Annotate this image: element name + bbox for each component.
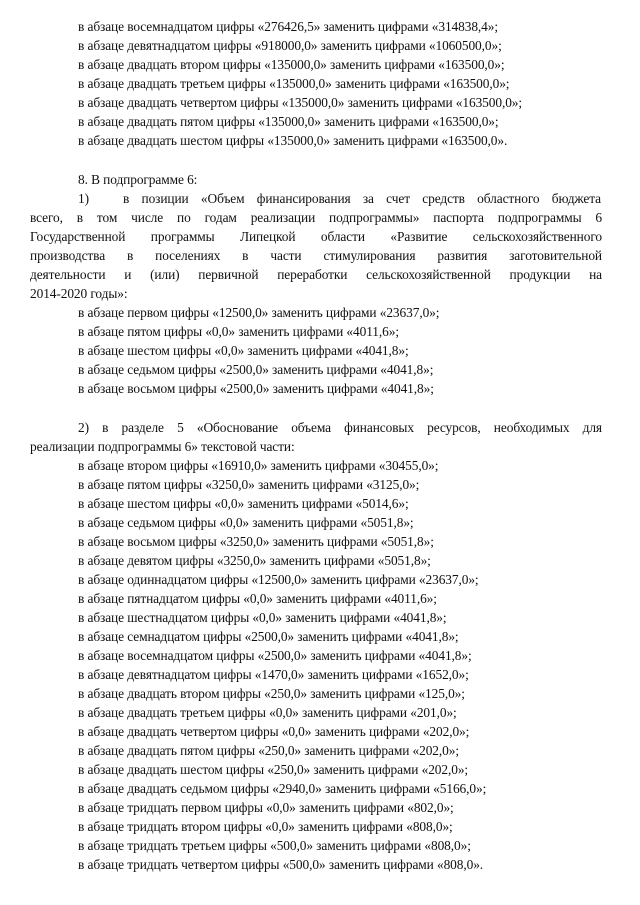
amendment-line: в абзаце двадцать втором цифры «250,0» заменить цифрами «125,0»;	[78, 686, 465, 701]
amendment-line: в абзаце одиннадцатом цифры «12500,0» заменить цифрами «23637,0»;	[78, 572, 479, 587]
amendment-line: в абзаце тридцать первом цифры «0,0» заменить цифрами «802,0»;	[78, 800, 454, 815]
amendment-line: в абзаце шестнадцатом цифры «0,0» заменить цифрами «4041,8»;	[78, 610, 447, 625]
paragraph-line: Государственной программы Липецкой области «Развитие сельскохозяйственного	[30, 229, 602, 244]
amendment-line: в абзаце восьмом цифры «2500,0» заменить цифрами «4041,8»;	[78, 381, 434, 396]
paragraph-line: 2014-2020 годы»:	[30, 286, 128, 301]
amendment-line: в абзаце восемнадцатом цифры «276426,5» заменить цифрами «314838,4»;	[78, 19, 498, 34]
item1-first-line	[78, 190, 602, 208]
section-heading: 8. В подпрограмме 6:	[78, 172, 198, 187]
amendment-line: в абзаце двадцать шестом цифры «250,0» заменить цифрами «202,0»;	[78, 762, 469, 777]
item-number: 1)	[78, 191, 89, 206]
amendment-line: в абзаце девятнадцатом цифры «1470,0» заменить цифрами «1652,0»;	[78, 667, 469, 682]
amendment-line: в абзаце девятом цифры «3250,0» заменить цифрами «5051,8»;	[78, 553, 431, 568]
amendment-line: в абзаце двадцать четвертом цифры «135000,0» заменить цифрами «163500,0»;	[78, 95, 523, 110]
amendment-line: в абзаце двадцать третьем цифры «135000,0» заменить цифрами «163500,0»;	[78, 76, 510, 91]
amendment-line: в абзаце двадцать пятом цифры «135000,0» заменить цифрами «163500,0»;	[78, 114, 499, 129]
amendment-line: в абзаце тридцать втором цифры «0,0» заменить цифрами «808,0»;	[78, 819, 453, 834]
paragraph-line: всего, в том числе по годам реализации подпрограммы» паспорта подпрограммы 6	[30, 210, 602, 225]
amendment-line: в абзаце двадцать пятом цифры «250,0» заменить цифрами «202,0»;	[78, 743, 459, 758]
item1-first-text: в позиции «Объем финансирования за счет средств областного бюджета	[123, 191, 601, 206]
amendment-line: в абзаце восьмом цифры «3250,0» заменить цифрами «5051,8»;	[78, 534, 434, 549]
amendment-line: в абзаце тридцать третьем цифры «500,0» заменить цифрами «808,0»;	[78, 838, 471, 853]
paragraph-line: производства в поселениях в части стимулирования развития заготовительной	[30, 248, 602, 263]
amendment-line: в абзаце пятом цифры «3250,0» заменить цифрами «3125,0»;	[78, 477, 420, 492]
amendment-line: в абзаце шестом цифры «0,0» заменить цифрами «5014,6»;	[78, 496, 409, 511]
amendment-line: в абзаце тридцать четвертом цифры «500,0» заменить цифрами «808,0».	[78, 857, 484, 872]
amendment-line: в абзаце двадцать четвертом цифры «0,0» заменить цифрами «202,0»;	[78, 724, 470, 739]
amendment-line: в абзаце двадцать седьмом цифры «2940,0» заменить цифрами «5166,0»;	[78, 781, 487, 796]
amendment-line: в абзаце втором цифры «16910,0» заменить цифрами «30455,0»;	[78, 458, 439, 473]
amendment-line: в абзаце шестом цифры «0,0» заменить цифрами «4041,8»;	[78, 343, 409, 358]
paragraph-line: деятельности и (или) первичной переработки сельскохозяйственной продукции на	[30, 267, 602, 282]
amendment-line: в абзаце седьмом цифры «2500,0» заменить цифрами «4041,8»;	[78, 362, 434, 377]
amendment-line: в абзаце пятнадцатом цифры «0,0» заменить цифрами «4011,6»;	[78, 591, 437, 606]
item2-first-line: 2) в разделе 5 «Обоснование объема финансовых ресурсов, необходимых для	[78, 420, 602, 435]
amendment-line: в абзаце двадцать втором цифры «135000,0» заменить цифрами «163500,0»;	[78, 57, 505, 72]
amendment-line: в абзаце седьмом цифры «0,0» заменить цифрами «5051,8»;	[78, 515, 414, 530]
amendment-line: в абзаце двадцать шестом цифры «135000,0» заменить цифрами «163500,0».	[78, 133, 508, 148]
amendment-line: в абзаце семнадцатом цифры «2500,0» заменить цифрами «4041,8»;	[78, 629, 459, 644]
paragraph-line: реализации подпрограммы 6» текстовой части:	[30, 439, 295, 454]
amendment-line: в абзаце двадцать третьем цифры «0,0» заменить цифрами «201,0»;	[78, 705, 457, 720]
amendment-line: в абзаце восемнадцатом цифры «2500,0» заменить цифрами «4041,8»;	[78, 648, 472, 663]
amendment-line: в абзаце пятом цифры «0,0» заменить цифрами «4011,6»;	[78, 324, 399, 339]
amendment-line: в абзаце первом цифры «12500,0» заменить цифрами «23637,0»;	[78, 305, 440, 320]
amendment-line: в абзаце девятнадцатом цифры «918000,0» заменить цифрами «1060500,0»;	[78, 38, 502, 53]
